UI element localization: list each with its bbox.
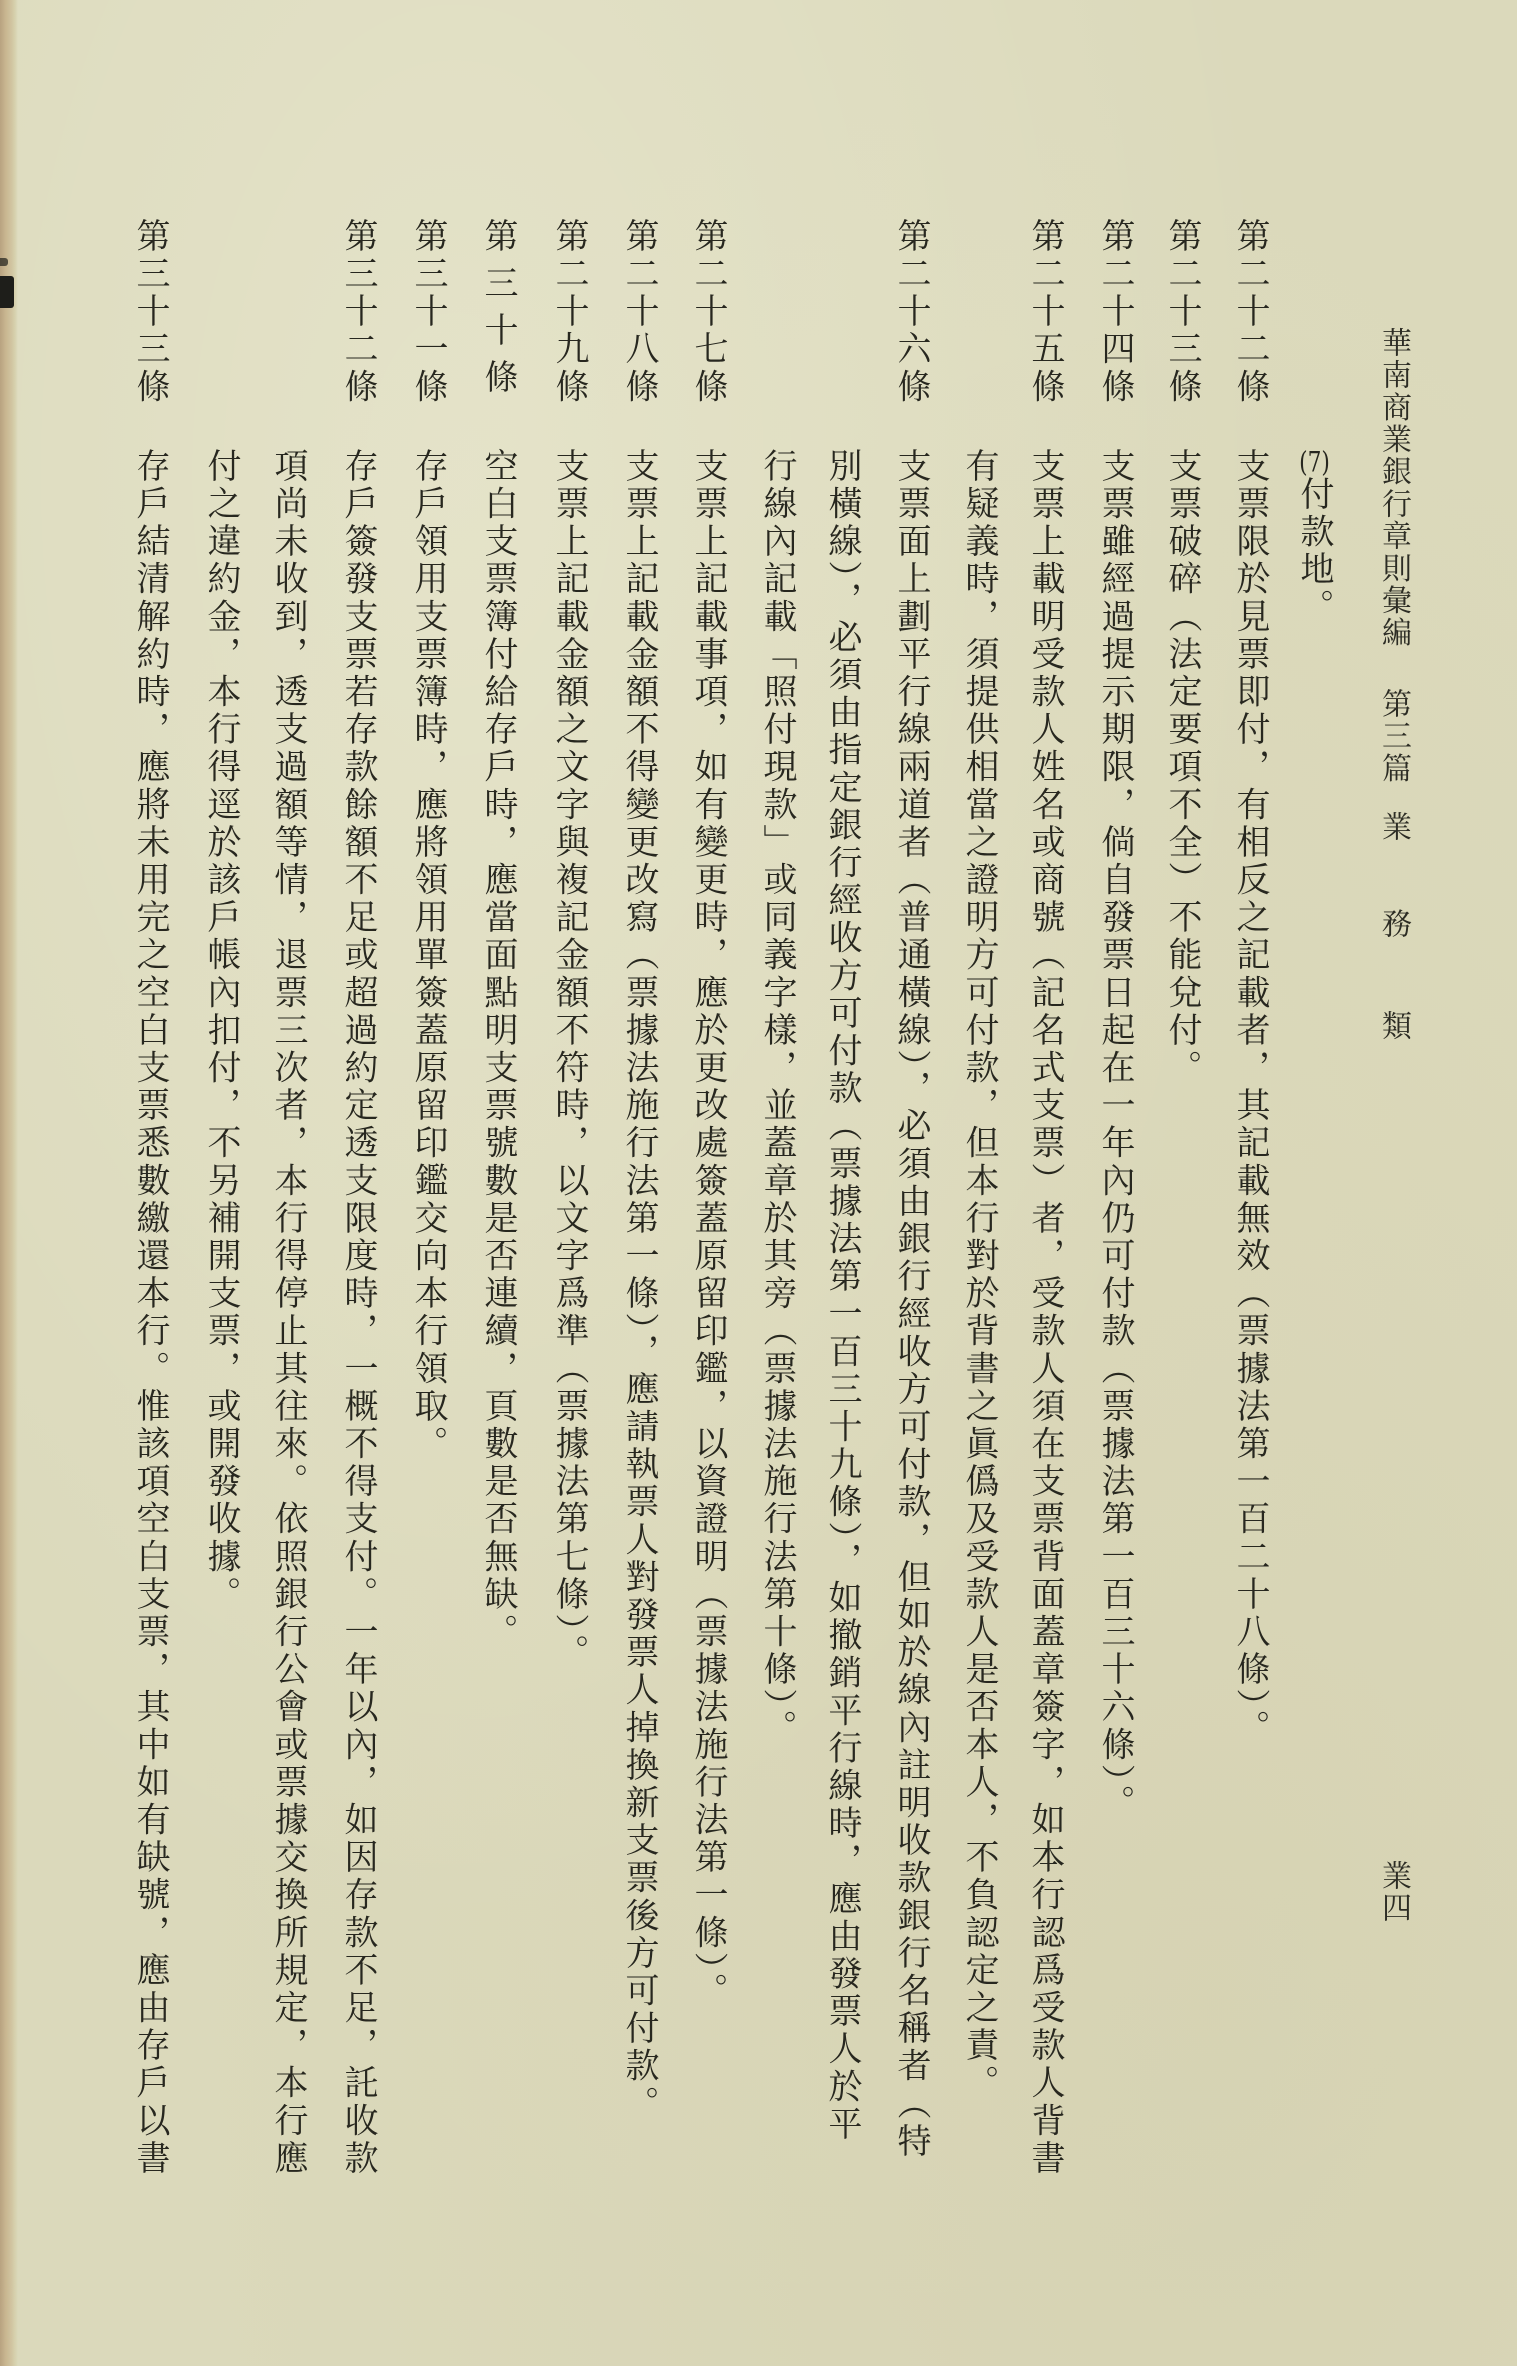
article-label: 第二十九條 (549, 218, 589, 406)
article-text: 支票上記載金額不得變更改寫（票據法施行法第一條），應請執票人對發票人掉換新支票後方可付款。 (619, 448, 659, 2123)
article-text: 支票上記載事項，如有變更時，應於更改處簽蓋原留印鑑，以資證明（票據法施行法第一條）。 (688, 448, 728, 2011)
category-char: 業 (1376, 811, 1411, 844)
list-item-number: (7) (1299, 448, 1330, 476)
article-label: 第三十一條 (408, 218, 448, 406)
article-text: 支票上載明受款人姓名或商號（記名式支票）者，受款人須在支票背面蓋章簽字，如本行認爲受款人背書 (1025, 448, 1065, 2178)
article-text: 支票限於見票即付，有相反之記載者，其記載無效（票據法第一百二十八條）。 (1230, 448, 1270, 1747)
article-text-continued: 別橫線），必須由指定銀行經收方可付款（票據法第一百三十九條），如撤銷平行線時，應由發票人於平 (822, 448, 862, 2144)
page-binding-edge (0, 0, 18, 2366)
article-text-continued: 行線內記載「照付現款」或同義字樣，並蓋章於其旁（票據法施行法第十條）。 (757, 448, 797, 1747)
article-label: 第三十三條 (130, 218, 170, 406)
list-item-body: 付款地。 (1294, 476, 1334, 627)
article-text: 支票破碎（法定要項不全）不能兌付。 (1162, 448, 1202, 1088)
part-title: 第三篇 (1376, 688, 1411, 785)
article-text: 空白支票簿付給存戶時，應當面點明支票號數是否連續，頁數是否無缺。 (478, 448, 518, 1652)
article-label: 第三十二條 (338, 218, 378, 406)
article-text: 存戶領用支票簿時，應將領用單簽蓋原留印鑑交向本行領取。 (408, 448, 448, 1464)
book-title: 華南商業銀行章則彙編 (1376, 327, 1411, 649)
article-label: 第二十五條 (1025, 218, 1065, 406)
article-text: 存戶簽發支票若存款餘額不足或超過約定透支限度時，一概不得支付。一年以內，如因存款不足，託收款 (338, 448, 378, 2178)
article-text: 支票面上劃平行線兩道者（普通橫線），必須由銀行經收方可付款，但如於線內註明收款銀行名稱者（特 (891, 448, 931, 2161)
article-label: 第二十六條 (891, 218, 931, 406)
article-text: 支票上記載金額之文字與複記金額不符時，以文字爲準（票據法第七條）。 (549, 448, 589, 1672)
article-text: 支票雖經過提示期限，倘自發票日起在一年內仍可付款（票據法第一百三十六條）。 (1095, 448, 1135, 1823)
binding-mark (0, 258, 8, 266)
article-label: 第二十四條 (1095, 218, 1135, 406)
article-label: 第三十條 (478, 218, 518, 406)
article-label: 第二十八條 (619, 218, 659, 406)
article-text-continued: 有疑義時，須提供相當之證明方可付款，但本行對於背書之眞僞及受款人是否本人，不負認定之責。 (959, 448, 999, 2103)
article-label: 第二十三條 (1162, 218, 1202, 406)
article-text-continued: 項尚未收到，透支過額等情，退票三次者，本行得停止其往來。依照銀行公會或票據交換所規定，本行應 (268, 448, 308, 2178)
article-text: 存戶結清解約時，應將未用完之空白支票悉數繳還本行。惟該項空白支票，其中如有缺號，應由存戶以書 (130, 448, 170, 2178)
article-label: 第二十二條 (1230, 218, 1270, 406)
category-char: 務 (1376, 908, 1411, 941)
article-text-continued: 付之違約金，本行得逕於該戶帳內扣付，不另補開支票，或開發收據。 (201, 448, 241, 1614)
binding-mark (0, 276, 14, 308)
page-number: 業四 (1376, 1860, 1411, 1925)
category-char: 類 (1376, 1010, 1411, 1043)
article-label: 第二十七條 (688, 218, 728, 406)
list-item-text (1294, 448, 1334, 626)
